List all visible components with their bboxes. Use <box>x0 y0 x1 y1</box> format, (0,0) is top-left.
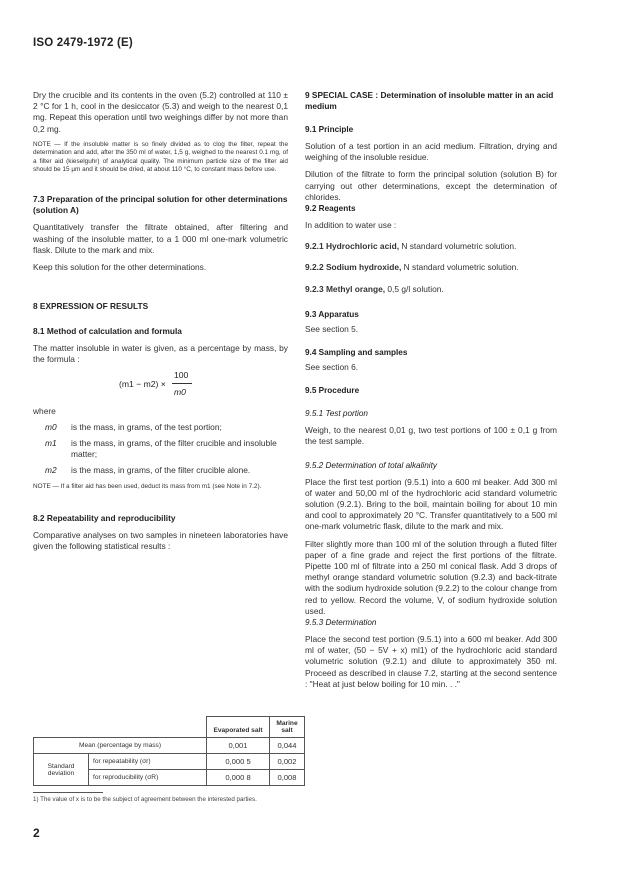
reagent-9-2-2 <box>305 262 557 273</box>
reagent-9-2-1-text: N standard volumetric solution. <box>399 241 517 252</box>
heading-9-3: 9.3 Apparatus <box>305 309 359 319</box>
paragraph-9-5-1: Weigh, to the nearest 0,01 g, two test portions of 100 ± 0,1 g from the test sample. <box>305 425 557 447</box>
header-evaporated-salt: Evaporated salt <box>207 717 270 738</box>
paragraph-8-1: The matter insoluble in water is given, as a percentage by mass, by the formula : <box>33 343 288 365</box>
reagent-9-2-1-title: 9.2.1 Hydrochloric acid, <box>305 241 400 252</box>
formula-numerator: 100 <box>174 369 189 380</box>
statistics-table <box>33 716 305 786</box>
reagent-9-2-2-text: N standard volumetric solution. <box>401 262 519 273</box>
where-label: where <box>33 405 56 416</box>
paragraph-9-5-3: Place the second test portion (9.5.1) into a 600 ml beaker. Add 300 ml of water, (50 − 5V + x) ml1) of the hydrochloric acid standard volumetric solution (9.2.1) and dilute to approximately 350 ml. Proceed as described in clause 7.2, starting at the second sentence : "Heat at just below boiling for 10 min. . ." <box>305 634 557 689</box>
paragraph-9-1-dilution: Dilution of the filtrate to form the principal solution (solution B) for carrying out other determinations, except the determination of chlorides. <box>305 169 557 202</box>
reagent-9-2-3 <box>305 284 557 295</box>
definition-symbol: m0 <box>45 421 57 432</box>
table-header-row <box>34 717 305 738</box>
paragraph-9-5-2-first: Place the first test portion (9.5.1) into a 600 ml beaker. Add 300 ml of water and 50,00 ml of the hydrochloric acid standard volumetric solution (9.2.1). Bring to the boil, maintain boiling for about 10 min and cool to approximately 20 °C. Transfer quantitatively to a 500 ml one-mark volumetric flask, dilute to the mark and mix. <box>305 476 557 532</box>
formula <box>33 366 288 406</box>
footnote-rule <box>33 792 103 793</box>
definition-item <box>33 438 288 460</box>
heading-section-9: 9 SPECIAL CASE : Determination of insoluble matter in an acid medium <box>305 90 554 111</box>
row-label-standard-deviation: Standard deviation <box>34 754 89 786</box>
heading-9-5-3: 9.5.3 Determination <box>305 618 377 628</box>
row-label-repeatability: for repeatability (σr) <box>89 754 207 770</box>
definition-symbol: m2 <box>45 465 57 476</box>
heading-section-8: 8 EXPRESSION OF RESULTS <box>33 301 149 312</box>
definition-list <box>33 422 288 477</box>
document-header: ISO 2479-1972 (E) <box>33 37 133 49</box>
paragraph-9-4: See section 6. <box>305 362 359 373</box>
cell-mean-marine: 0,044 <box>270 738 305 754</box>
reagent-9-2-2-title: 9.2.2 Sodium hydroxide, <box>305 262 402 273</box>
cell-repeatability-evaporated: 0,000 5 <box>207 754 270 770</box>
cell-mean-evaporated: 0,001 <box>207 738 270 754</box>
reagent-9-2-3-text: 0,5 g/l solution. <box>385 283 444 294</box>
paragraph-7-3-transfer: Quantitatively transfer the filtrate obtained, after filtering and washing of the insoluble matter, to a 1 000 ml one-mark volumetric flask. Dilute to the mark and mix. <box>33 222 288 255</box>
header-marine-salt: Marine salt <box>270 717 305 738</box>
definition-item <box>33 465 288 476</box>
table-row-repeatability <box>34 754 305 770</box>
paragraph-9-3: See section 5. <box>305 323 359 334</box>
note-filter-aid: NOTE — If the insoluble matter is so finely divided as to clog the filter, repeat the determination and add, after the 350 ml of water, 1,5 g, weighed to the nearest 0.1 mg, of a filter aid (kieselguhr) of analytical quality. The minimum particle size of the filter aid should be 15 µm and it should be dried, at about 110 °C, to constant mass before use. <box>33 140 288 174</box>
heading-9-5-2: 9.5.2 Determination of total alkalinity <box>305 460 437 470</box>
note-deduct-mass: NOTE — If a filter aid has been used, deduct its mass from m1 (see Note in 7.2). <box>33 482 262 490</box>
row-label-mean: Mean (percentage by mass) <box>34 738 207 754</box>
cell-reproducibility-marine: 0,008 <box>270 770 305 786</box>
right-column <box>305 90 557 690</box>
paragraph-drying: Dry the crucible and its contents in the oven (5.2) controlled at 110 ± 2 °C for 1 h, cool in the desiccator (5.3) and weigh to the nearest 0,1 mg. Repeat this operation until two weighings differ by not more than 0,2 mg. <box>33 90 288 134</box>
cell-repeatability-marine: 0,002 <box>270 754 305 770</box>
row-label-reproducibility: for reproducibility (σR) <box>89 770 207 786</box>
heading-9-2: 9.2 Reagents <box>305 204 356 214</box>
page-number: 2 <box>33 826 40 840</box>
definition-text: is the mass, in grams, of the filter crucible and insoluble matter; <box>71 438 277 460</box>
paragraph-9-5-2-filter: Filter slightly more than 100 ml of the solution through a fluted filter paper of a fine grade and reject the first portions of the filtrate. Pipette 100 ml of filtrate into a 250 ml conical flask. Add 3 drops of methyl orange standard volumetric solution (9.2.3) and back-titrate with the sodium hydroxide solution (9.2.2) to the colour change from red to yellow. Record the volume, V, of sodium hydroxide solution used. <box>305 538 557 616</box>
reagent-9-2-3-title: 9.2.3 Methyl orange, <box>305 283 386 294</box>
table-row-mean <box>34 738 305 754</box>
formula-fraction-bar <box>172 383 192 384</box>
cell-reproducibility-evaporated: 0,000 8 <box>207 770 270 786</box>
heading-8-1: 8.1 Method of calculation and formula <box>33 326 182 337</box>
heading-9-5: 9.5 Procedure <box>305 386 360 396</box>
heading-9-1: 9.1 Principle <box>305 125 354 134</box>
paragraph-9-2: In addition to water use : <box>305 220 397 231</box>
formula-left: (m1 − m2) × <box>119 378 166 389</box>
definition-text: is the mass, in grams, of the filter crucible alone. <box>71 465 251 476</box>
paragraph-7-3-keep: Keep this solution for the other determinations. <box>33 262 207 273</box>
definition-item <box>33 422 288 433</box>
heading-9-4: 9.4 Sampling and samples <box>305 348 408 358</box>
heading-7-3: 7.3 Preparation of the principal solution for other determinations (solution A) <box>33 194 288 216</box>
heading-9-5-1: 9.5.1 Test portion <box>305 409 368 419</box>
paragraph-9-1: Solution of a test portion in an acid medium. Filtration, drying and weighing of the insoluble residue. <box>305 141 557 163</box>
definition-text: is the mass, in grams, of the test portion; <box>71 421 222 432</box>
footnote: 1) The value of x is to be the subject of agreement between the interested parties. <box>33 796 257 803</box>
formula-denominator: m0 <box>174 386 186 397</box>
left-column <box>33 90 288 552</box>
reagent-9-2-1 <box>305 241 557 252</box>
heading-8-2: 8.2 Repeatability and reproducibility <box>33 513 176 524</box>
definition-symbol: m1 <box>45 438 57 449</box>
paragraph-8-2: Comparative analyses on two samples in nineteen laboratories have given the following statistical results : <box>33 530 288 552</box>
